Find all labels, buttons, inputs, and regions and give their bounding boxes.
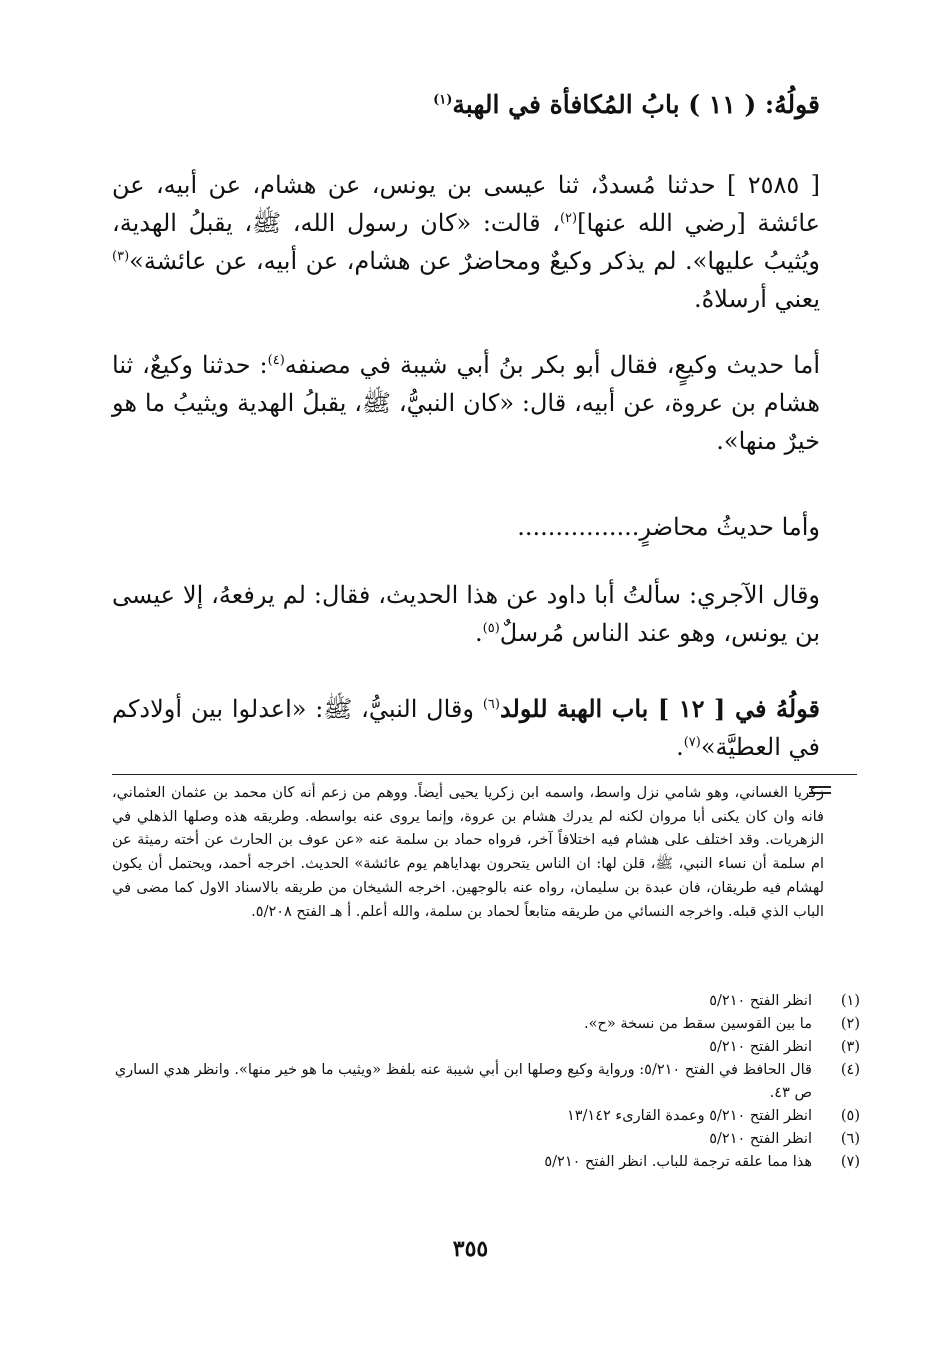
- footnote-number: (٧): [840, 1154, 860, 1170]
- paragraph-text: : حدثنا وكيعٌ، ثنا هشام بن عروة، عن أبيه، قال: «كان النبيُّ، ﷺ، يقبلُ الهدية ويثيبُ ما هو خيرٌ منها».: [112, 351, 820, 455]
- heading-text: قولُهُ في [ ١٢ ] باب الهبة للولد: [499, 694, 821, 723]
- paragraph-text: يعني أرسلاهُ.: [693, 285, 820, 313]
- footnote-item: [112, 990, 860, 1013]
- footnote-ref: (٢): [559, 211, 578, 226]
- footnote-text: قال الحافظ في الفتح ٥/٢١٠: ورواية وكيع وصلها ابن أبي شيبة عنه بلفظ «ويثيب ما هو خير منها». وانظر هدي الساري ص ٤٣.: [114, 1062, 812, 1101]
- hadith-paragraph: [112, 166, 820, 318]
- footnote-item: [112, 1013, 860, 1036]
- continued-footnote: زكريا الغساني، وهو شامي نزل واسط، واسمه ابن زكريا يحيى أيضاً. ووهم من زعم أنه كان محمد بن عثمان العثماني، فانه وان كان يكنى أبا مروان لكنه لم يدرك هشام بن عروة، وإنما يروى عنه بواسطه. وطريقه هذه وصلها الذهلي في الزهريات. وقد اختلف على هشام فيه اختلافاً آخر، فرواه حماد بن سلمة عنه «عن عوف بن الحارث عن أخته رميثة عن ام سلمة أن نساء النبي، ﷺ، قلن لها: ان الناس يتحرون بهداياهم يوم عائشة» الحديث. اخرجه أحمد، ويحتمل أن يكون لهشام فيه طريقان، فان عبدة بن سليمان، رواه عنه بالوجهين. اخرجه الشيخان من طريقه بالاسناد الاول كما مضى في الباب الذي قبله. واخرجه النسائي من طريقه متابعاً لحماد بن سلمة، والله أعلم. أ هـ الفتح ٥/٢٠٨.: [112, 785, 824, 920]
- footnote-number: (٢): [840, 1016, 860, 1032]
- section-heading: [112, 86, 820, 124]
- commentary-paragraph: [112, 508, 820, 546]
- footnote-item: [112, 1128, 860, 1151]
- paragraph-text: وأما حديثُ محاضرٍ................: [517, 513, 820, 541]
- footnote-number: (٥): [840, 1108, 860, 1124]
- footnote-text: انظر الفتح ٥/٢١٠ وعمدة القارىء ١٣/١٤٢: [566, 1108, 812, 1124]
- paragraph-text: وقال النبيُّ، ﷺ: «اعدلوا بين أولادكم في العطيَّة»: [112, 695, 820, 761]
- footnote-number: (٣): [840, 1039, 860, 1055]
- footnote-text: انظر الفتح ٥/٢١٠: [709, 1039, 812, 1055]
- commentary-paragraph: [112, 576, 820, 652]
- footnote-item: [112, 1036, 860, 1059]
- paragraph-text: [ ٢٥٨٥ ] حدثنا مُسددٌ، ثنا عيسى بن يونس، عن هشام، عن أبيه، عن عائشة [رضي الله عنها]: [112, 171, 821, 237]
- section-heading-paragraph: [112, 690, 820, 766]
- footnote-text: انظر الفتح ٥/٢١٠: [709, 993, 812, 1009]
- footnote-text: هذا مما علقه ترجمة للباب. انظر الفتح ٥/٢١٠: [544, 1154, 812, 1170]
- footnotes-list: [112, 990, 860, 1174]
- footnote-ref: (٣): [112, 249, 130, 264]
- heading-text: قولُهُ: ( ١١ ) بابُ المُكافأة في الهبة: [452, 90, 820, 119]
- footnote-text: انظر الفتح ٥/٢١٠: [709, 1131, 812, 1147]
- footnote-ref: (٤): [267, 353, 285, 368]
- page-number: ٣٥٥: [452, 1236, 489, 1262]
- paragraph-text: .: [676, 733, 684, 761]
- footnote-text: ما بين القوسين سقط من نسخة «ح».: [584, 1016, 812, 1032]
- footnote-ref: (٦): [482, 697, 500, 712]
- paragraph-text: وقال الآجري: سألتُ أبا داود عن هذا الحديث، فقال: لم يرفعهُ، إلا عيسى بن يونس، وهو عند الناس مُرسلٌ: [112, 581, 820, 647]
- commentary-paragraph: [112, 346, 820, 460]
- footnote-ref: (٥): [482, 621, 500, 636]
- footnote-number: (٤): [840, 1062, 860, 1078]
- footnote-item: [112, 1059, 860, 1105]
- footnote-ref: (١): [433, 92, 453, 108]
- footnote-item: [112, 1151, 860, 1174]
- paragraph-text: .: [475, 619, 483, 647]
- footnote-ref: (٧): [683, 735, 701, 750]
- footnote-number: (٦): [840, 1131, 860, 1147]
- paragraph-text: ، قالت: «كان رسول الله، ﷺ، يقبلُ الهدية، ويُثيبُ عليها». لم يذكر وكيعٌ ومحاضرٌ عن هشام، عن أبيه، عن عائشة»: [112, 209, 820, 275]
- footnote-separator: [112, 774, 857, 775]
- paragraph-text: أما حديث وكيعٍ، فقال أبو بكر بنُ أبي شيبة في مصنفه: [284, 351, 820, 379]
- footnote-item: [112, 1105, 860, 1128]
- footnote-number: (١): [840, 993, 860, 1009]
